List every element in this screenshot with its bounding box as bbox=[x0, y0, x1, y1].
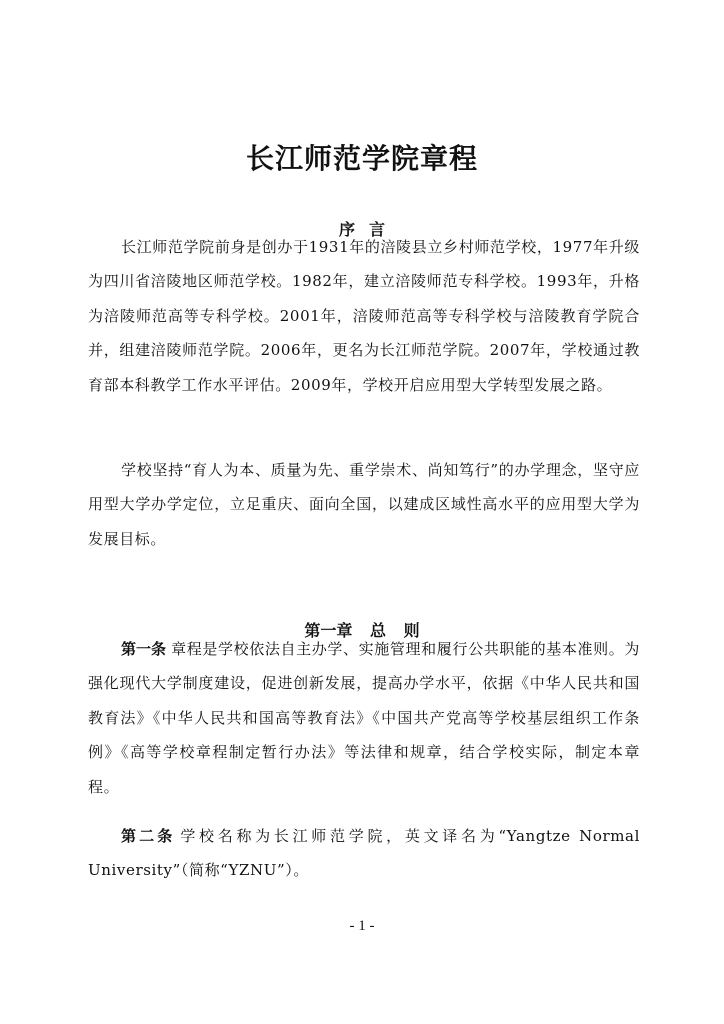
article-2-label: 第二条 bbox=[121, 827, 176, 845]
article-1-text: 章程是学校依法自主办学、实施管理和履行公共职能的基本准则。为强化现代大学制度建设，促进创新发展，提高办学水平，依据《中华人民共和国教育法》《中华人民共和国高等教育法》《中国共产党高等学校基层组织工作条例》《高等学校章程制定暂行办法》等法律和规章，结合学校实际，制定本章程。 bbox=[88, 640, 640, 796]
article-1-paragraph bbox=[88, 632, 640, 804]
preface-paragraph-2: 学校坚持“育人为本、质量为先、重学崇术、尚知笃行”的办学理念，坚守应用型大学办学定位，立足重庆、面向全国，以建成区域性高水平的应用型大学为发展目标。 bbox=[88, 461, 640, 548]
preface-paragraph-1: 长江师范学院前身是创办于1931年的涪陵县立乡村师范学校，1977年升级为四川省涪陵地区师范学校。1982年，建立涪陵师范专科学校。1993年，升格为涪陵师范高等专科学校。2001年，涪陵师范高等专科学校与涪陵教育学院合并，组建涪陵师范学院。2006年，更名为长江师范学院。2007年，学校通过教育部本科教学工作水平评估。2009年，学校开启应用型大学转型发展之路。 bbox=[88, 238, 640, 394]
page-number: - 1 - bbox=[349, 918, 375, 934]
document-title: 长江师范学院章程 bbox=[245, 141, 478, 175]
chapter-1-heading: 第一章 总 则 bbox=[304, 621, 420, 641]
article-2-text: 学校名称为长江师范学院，英文译名为“Yangtze Normal University”（简称“YZNU”）。 bbox=[88, 827, 640, 880]
article-1-label: 第一条 bbox=[121, 640, 167, 658]
article-2-paragraph bbox=[88, 819, 640, 888]
preface-heading: 序言 bbox=[338, 220, 399, 240]
